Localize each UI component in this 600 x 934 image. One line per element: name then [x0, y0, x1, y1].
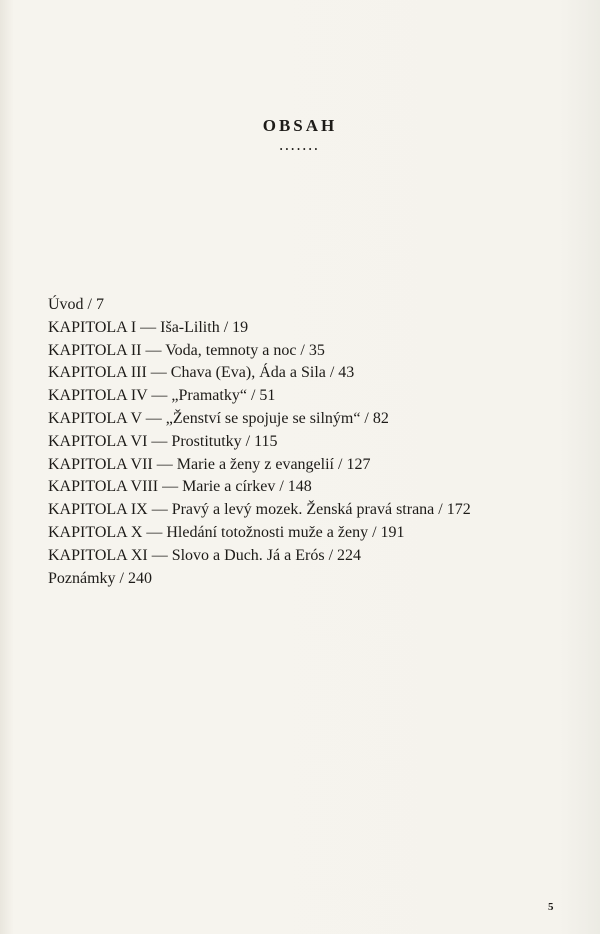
- toc-entry-chapter-3: KAPITOLA III — Chava (Eva), Áda a Sila / 43: [48, 364, 355, 382]
- toc-entry-chapter-6: KAPITOLA VI — Prostitutky / 115: [48, 432, 278, 450]
- toc-entry-chapter-4: KAPITOLA IV — „Pramatky“ / 51: [48, 387, 276, 405]
- page-number: 5: [548, 901, 554, 913]
- toc-entry-notes: Poznámky / 240: [48, 569, 152, 587]
- page-title: OBSAH: [262, 116, 338, 135]
- toc-entry-chapter-1: KAPITOLA I — Iša-Lilith / 19: [48, 318, 249, 336]
- title-ornament: •••••••: [279, 145, 321, 154]
- toc-entry-chapter-8: KAPITOLA VIII — Marie a církev / 148: [48, 478, 312, 496]
- toc-entry-chapter-10: KAPITOLA X — Hledání totožnosti muže a ženy / 191: [48, 523, 405, 541]
- toc-entry-chapter-7: KAPITOLA VII — Marie a ženy z evangelií / 127: [48, 455, 371, 473]
- toc-entry-intro: Úvod / 7: [48, 296, 104, 313]
- toc-entry-chapter-2: KAPITOLA II — Voda, temnoty a noc / 35: [48, 341, 325, 359]
- table-of-contents: [48, 294, 568, 590]
- toc-entry-chapter-9: KAPITOLA IX — Pravý a levý mozek. Ženská pravá strana / 172: [48, 501, 471, 519]
- toc-entry-chapter-11: KAPITOLA XI — Slovo a Duch. Já a Erós / 224: [48, 546, 362, 564]
- toc-entry-chapter-5: KAPITOLA V — „Ženství se spojuje se silným“ / 82: [48, 409, 389, 427]
